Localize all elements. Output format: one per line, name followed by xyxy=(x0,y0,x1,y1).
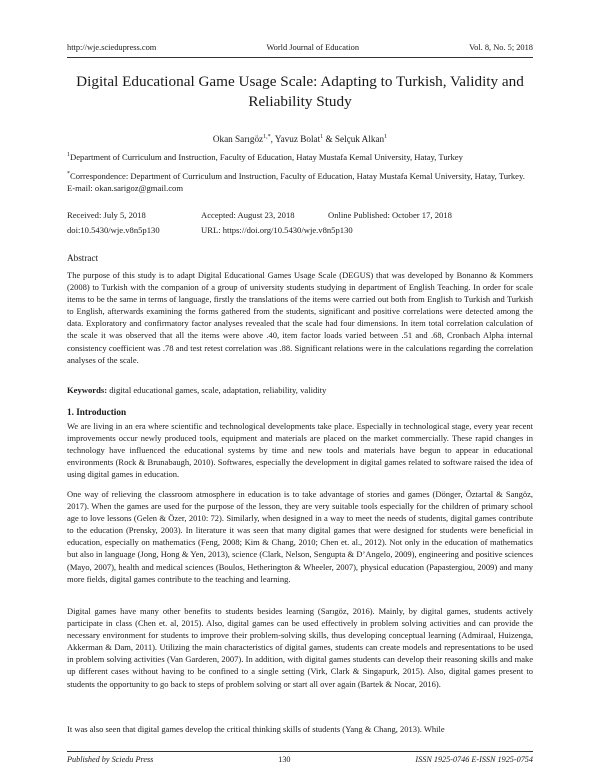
publisher: Published by Sciedu Press xyxy=(67,755,154,764)
journal-name: World Journal of Education xyxy=(266,43,360,52)
affiliation-1 xyxy=(67,149,533,163)
introduction-heading: 1. Introduction xyxy=(67,407,127,417)
page-number: 130 xyxy=(278,755,291,764)
author-3-sup: 1 xyxy=(384,134,388,140)
journal-url[interactable]: http://wje.sciedupress.com xyxy=(67,43,157,52)
accepted-date: Accepted: August 23, 2018 xyxy=(201,210,295,220)
doi-url[interactable]: URL: https://doi.org/10.5430/wje.v8n5p130 xyxy=(201,225,353,235)
paper-title: Digital Educational Game Usage Scale: Adapting to Turkish, Validity and Reliability Study xyxy=(76,73,524,110)
footer-divider xyxy=(67,751,533,752)
publication-dates xyxy=(67,210,537,224)
published-date: Online Published: October 17, 2018 xyxy=(328,210,452,220)
keywords xyxy=(67,385,533,395)
intro-paragraph-4: It was also seen that digital games develop the critical thinking skills of students (Yang & Chang, 2013). While xyxy=(67,724,445,734)
correspondence-text: Correspondence: Department of Curriculum and Instruction, Faculty of Education, Hatay Mustafa Kemal University, Hatay, Turkey. E-mail: okan.sarigoz@gmail.com xyxy=(67,170,525,194)
intro-paragraph-2: One way of relieving the classroom atmosphere in education is to take advantage of stories and games (Dönger, Öztartal & Sangöz, 2017). When the games are used for the purpose of the lesson, they are very suitable tools especially for the children of primary school age to love lessons (Gelen & Özer, 2010: 72). Similarly, when designed in a way to meet the needs of students, digital games contribute to the education (Prensky, 2003). In literature it was seen that many digital games that were designed for students were beneficial in education, especially on mathematics (Feng, 2008; Kim & Chang, 2010; Chen et. al., 2012). Not only in the education of mathematics but also in language (Jong, Hong & Yen, 2013), science (Clark, Nelson, Sengupta & D’Angelo, 2009), engineering and positive sciences (Mayo, 2007), health and medical sciences (Boulos, Hetherington & Wheeler, 2007), physical education (Papastergiou, 2009) and many more fields, digital games contribute to the teaching and learning. xyxy=(67,489,533,584)
author-3: & Selçuk Alkan xyxy=(323,134,385,145)
header-divider xyxy=(67,57,533,58)
doi-line xyxy=(67,225,537,239)
author-2: , Yavuz Bolat xyxy=(270,134,321,145)
author-2-sup: 1 xyxy=(320,134,324,140)
correspondence-sup: * xyxy=(67,171,70,177)
running-footer xyxy=(67,755,533,767)
abstract-heading: Abstract xyxy=(67,253,99,263)
author-1-sup: 1,* xyxy=(263,134,271,140)
received-date: Received: July 5, 2018 xyxy=(67,210,146,220)
affiliation-1-sup: 1 xyxy=(67,152,70,158)
issn: ISSN 1925-0746 E-ISSN 1925-0754 xyxy=(415,755,533,764)
intro-paragraph-1: We are living in an era where scientific and technological developments take place. Especially in technological stage, every year recent improvements occur newly produced tools, equipment and materials are placed on the market commercially. These rapid changes in technology have influenced the educational systems by time and new tools and materials have begun to appear in educational environments (Rock & Brunabaugh, 2010). Softwares, especially the development in digital games related to software raised the idea of using digital games in education. xyxy=(67,421,533,480)
author-1: Okan Sarıgöz xyxy=(212,134,264,145)
intro-paragraph-3: Digital games have many other benefits to students besides learning (Sarıgöz, 2016). Mainly, by digital games, students actively participate in class (Chen et. al, 2015). Also, digital games can be used effectively in problem solving activities and can provide the necessary environment for students to improve their problem-solving skills, thus developing conceptual learning (Admiraal, Huizenga, Akkerman & Dam, 2011). Utilizing the main characteristics of digital games, students can create models and representations to be used in problem solving activities (Van Garderen, 2007). In addition, with digital games students can develop their reasoning skills and make up different cases without having to be confined to a single setting (Virk, Clark & Singapurk, 2015). Also, digital games present to students the opportunity to go back to steps of problem solving or start all over again (Bartek & Nocar, 2016). xyxy=(67,606,533,689)
volume-issue: Vol. 8, No. 5; 2018 xyxy=(469,43,533,52)
doi-text[interactable]: doi:10.5430/wje.v8n5p130 xyxy=(67,225,160,235)
running-header xyxy=(67,43,533,57)
affiliation-1-text: Department of Curriculum and Instruction, Faculty of Education, Hatay Mustafa Kemal University, Hatay, Turkey xyxy=(70,151,463,162)
keywords-label: Keywords: xyxy=(67,385,108,395)
abstract-body: The purpose of this study is to adapt Digital Educational Games Usage Scale (DEGUS) that was developed by Bonanno & Kommers (2008) to Turkish with the companion of a group of university students studying in department of English Teaching. In order for scale items to be the same in terms of language, firstly the translations of the items were carried out both from English to Turkish and Turkish to English, afterwards examining the forms gathered from the students, significant and positive correlations were detected among the data. Exploratory and confirmatory factor analyses revealed that the scale had four dimensions. In item total correlation calculation of the scale it was observed that all the items were above .40, item factor loads varied between .51 and .68, Cronbach Alpha internal consistency coefficient was .78 and test retest correlation was .88. Significant relations were in the calculations regarding the correlation analyses of the scale. xyxy=(67,270,533,365)
correspondence xyxy=(67,168,533,194)
keywords-text: digital educational games, scale, adaptation, reliability, validity xyxy=(107,385,327,395)
author-list xyxy=(67,134,533,144)
